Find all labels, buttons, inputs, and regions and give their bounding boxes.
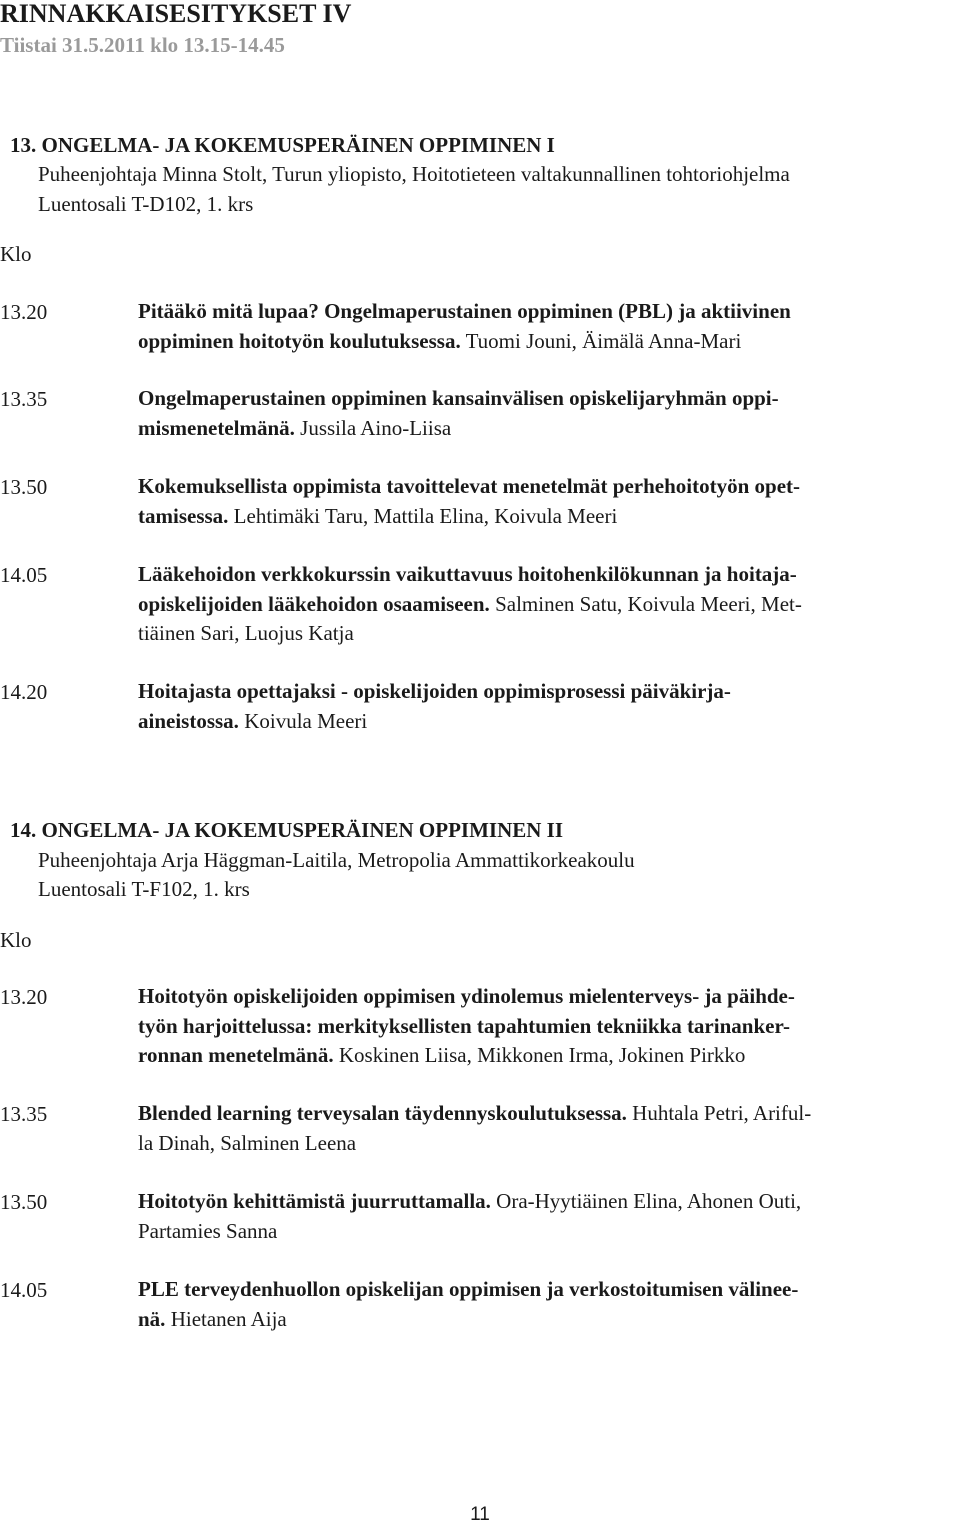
page-number: 11 [470, 1504, 490, 1525]
item-text [138, 472, 943, 531]
talk-title: Hoitotyön opiskelijoiden oppimisen ydinolemus mielenterveys- ja päihde- [138, 984, 795, 1008]
talk-title: Hoitotyön kehittämistä juurruttamalla. [138, 1189, 491, 1213]
talk-title: Lääkehoidon verkkokurssin vaikuttavuus hoitohenkilökunnan ja hoitaja- [138, 562, 797, 586]
talk-authors: Lehtimäki Taru, Mattila Elina, Koivula Meeri [228, 503, 618, 528]
talk-title: PLE terveydenhuollon opiskelijan oppimisen ja verkostoitumisen välinee- [138, 1277, 799, 1301]
section-chair: Puheenjohtaja Arja Häggman-Laitila, Metropolia Ammattikorkeakoulu [38, 848, 635, 872]
item-text [138, 560, 943, 649]
item-line [138, 384, 943, 414]
item-line [138, 297, 943, 327]
item-line [138, 1012, 943, 1042]
item-time: 13.50 [0, 475, 48, 499]
item-line [138, 1041, 943, 1071]
talk-authors: la Dinah, Salminen Leena [138, 1130, 357, 1155]
talk-title: Kokemuksellista oppimista tavoittelevat menetelmät perhehoitotyön opet- [138, 474, 801, 498]
section-room: Luentosali T-D102, 1. krs [38, 192, 254, 216]
item-time: 13.20 [0, 985, 48, 1009]
talk-authors: Hietanen Aija [165, 1306, 287, 1331]
talk-title: tamisessa. [138, 503, 229, 528]
talk-authors: Huhtala Petri, Ariful- [626, 1101, 812, 1125]
klo-label: Klo [0, 928, 32, 952]
talk-title: Blended learning terveysalan täydennyskoulutuksessa. [138, 1101, 627, 1125]
item-time: 14.05 [0, 1278, 48, 1302]
talk-authors: Koskinen Liisa, Mikkonen Irma, Jokinen Pirkko [333, 1043, 746, 1067]
item-line [138, 677, 943, 707]
talk-authors: Ora-Hyytiäinen Elina, Ahonen Outi, [490, 1189, 802, 1213]
item-line [138, 982, 943, 1012]
item-line [138, 1129, 943, 1159]
talk-title: työn harjoittelussa: merkityksellisten tapahtumien tekniikka tarinanker- [138, 1013, 790, 1038]
item-text [138, 982, 943, 1071]
page-title: RINNAKKAISESITYKSET IV [0, 0, 352, 28]
item-line [138, 590, 943, 620]
talk-title: ronnan menetelmänä. [138, 1043, 334, 1067]
item-time: 13.50 [0, 1190, 48, 1214]
item-line [138, 619, 943, 649]
item-time: 13.35 [0, 1102, 48, 1126]
item-line [138, 1099, 943, 1129]
item-line [138, 472, 943, 502]
item-text [138, 297, 943, 356]
item-text [138, 1099, 943, 1158]
talk-title: aineistossa. [138, 708, 239, 733]
item-text [138, 1275, 943, 1334]
talk-title: opiskelijoiden lääkehoidon osaamiseen. [138, 591, 490, 616]
session-date: Tiistai 31.5.2011 klo 13.15-14.45 [0, 33, 285, 57]
item-line [138, 502, 943, 532]
talk-authors: Partamies Sanna [138, 1218, 278, 1243]
item-line [138, 560, 943, 590]
talk-authors: Salminen Satu, Koivula Meeri, Met- [489, 591, 802, 616]
section-chair: Puheenjohtaja Minna Stolt, Turun yliopisto, Hoitotieteen valtakunnallinen tohtoriohjelma [38, 162, 790, 186]
item-line [138, 1275, 943, 1305]
section-title: 13. ONGELMA- JA KOKEMUSPERÄINEN OPPIMINEN I [10, 133, 555, 157]
item-text [138, 1187, 943, 1246]
item-text [138, 677, 943, 736]
item-line [138, 707, 943, 737]
talk-title: nä. [138, 1306, 166, 1331]
talk-authors: Jussila Aino-Liisa [294, 415, 452, 440]
item-time: 14.20 [0, 680, 48, 704]
item-time: 13.20 [0, 300, 48, 324]
talk-authors: Tuomi Jouni, Äimälä Anna-Mari [460, 328, 742, 353]
item-line [138, 327, 943, 357]
talk-title: mismenetelmänä. [138, 415, 295, 440]
item-time: 13.35 [0, 387, 48, 411]
item-text [138, 384, 943, 443]
item-line [138, 1217, 943, 1247]
klo-label: Klo [0, 242, 32, 266]
talk-title: oppiminen hoitotyön koulutuksessa. [138, 328, 461, 353]
talk-title: Ongelmaperustainen oppiminen kansainvälisen opiskelijaryhmän oppi- [138, 386, 779, 410]
talk-authors: Koivula Meeri [238, 708, 368, 733]
item-line [138, 414, 943, 444]
item-time: 14.05 [0, 563, 48, 587]
item-line [138, 1305, 943, 1335]
talk-title: Hoitajasta opettajaksi - opiskelijoiden oppimisprosessi päiväkirja- [138, 679, 731, 703]
section-title: 14. ONGELMA- JA KOKEMUSPERÄINEN OPPIMINEN II [10, 818, 564, 842]
item-line [138, 1187, 943, 1217]
section-room: Luentosali T-F102, 1. krs [38, 877, 250, 901]
talk-authors: tiäinen Sari, Luojus Katja [138, 621, 354, 645]
talk-title: Pitääkö mitä lupaa? Ongelmaperustainen oppiminen (PBL) ja aktiivinen [138, 299, 791, 323]
